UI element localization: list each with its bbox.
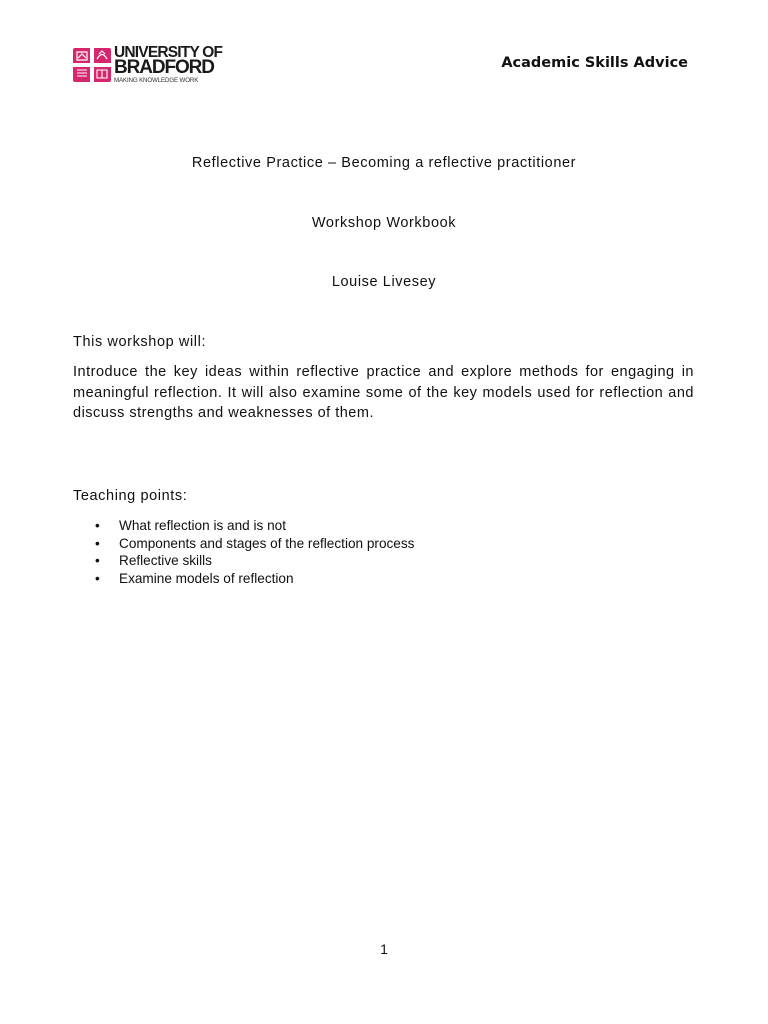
intro-paragraph: Introduce the key ideas within reflective practice and explore methods for engaging in meaningful reflection. It will also examine some of the key models used for reflection and discuss strengths and weaknesses of them. bbox=[73, 364, 694, 421]
list-item-text: Examine models of reflection bbox=[119, 571, 294, 587]
logo-bradford-text: BRADFORD bbox=[114, 57, 214, 78]
document-author: Louise Livesey bbox=[331, 274, 437, 290]
list-item bbox=[73, 535, 414, 553]
document-title: Reflective Practice – Becoming a reflective practitioner bbox=[191, 155, 577, 171]
list-item bbox=[73, 570, 414, 588]
university-logo bbox=[73, 44, 223, 86]
logo-university-text: UNIVERSITY OF bbox=[114, 44, 223, 61]
teaching-points-label: Teaching points: bbox=[73, 488, 188, 504]
logo-tagline: MAKING KNOWLEDGE WORK bbox=[114, 77, 199, 84]
intro-label: This workshop will: bbox=[73, 334, 207, 350]
list-item bbox=[73, 517, 414, 535]
bullet-icon: • bbox=[95, 518, 100, 533]
document-subtitle: Workshop Workbook bbox=[311, 215, 457, 231]
university-crest-icon bbox=[73, 48, 111, 82]
bullet-icon: • bbox=[95, 535, 100, 551]
department-heading: Academic Skills Advice bbox=[501, 55, 688, 71]
list-item bbox=[73, 552, 414, 570]
list-item-text: Components and stages of the reflection process bbox=[119, 535, 415, 551]
list-item-text: Reflective skills bbox=[119, 553, 212, 569]
page-number: 1 bbox=[380, 941, 388, 957]
list-item-text: What reflection is and is not bbox=[119, 518, 286, 533]
bullet-icon: • bbox=[95, 553, 100, 569]
bullet-icon: • bbox=[95, 571, 100, 587]
teaching-points-list bbox=[73, 517, 414, 588]
